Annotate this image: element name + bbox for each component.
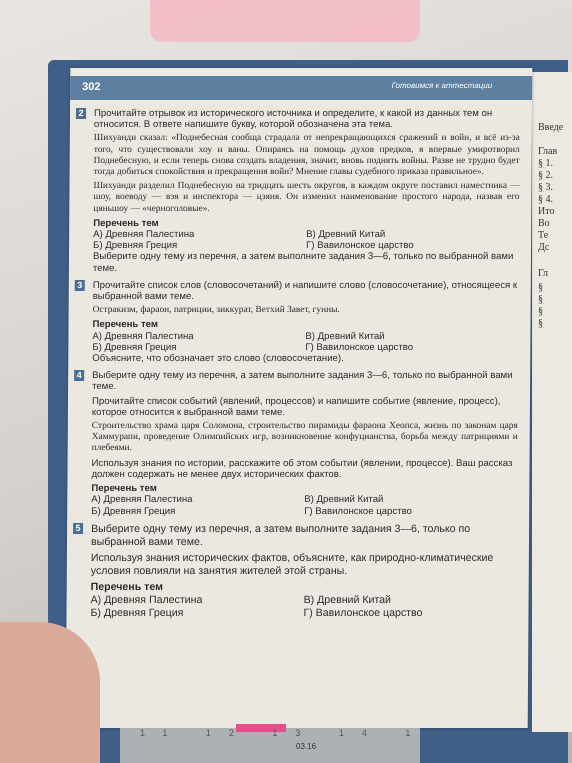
page-number: 302 — [82, 81, 101, 93]
right-page-line: Дс — [538, 242, 550, 253]
event-list: Строительство храма царя Соломона, строительство пирамиды фараона Хеопса, жизнь по законам царя Хаммурапи, проведение Олимпийских игр, возникновение конфуцианства, борьба между патрициями и плебеями. — [91, 421, 518, 454]
task-number: 3 — [75, 280, 85, 291]
right-page-line: § — [538, 282, 543, 293]
theme-list — [92, 331, 518, 353]
theme-list — [90, 594, 516, 620]
theme-b: Б) Древняя Греция — [91, 505, 176, 517]
task-prompt: Прочитайте список слов (словосочетаний) и напишите слово (словосочетание), относящееся к выбранной вами теме. — [92, 279, 518, 303]
task-3 — [77, 279, 519, 365]
right-page-line: Те — [538, 230, 549, 241]
right-page-line: § — [538, 318, 543, 329]
theme-v: В) Древний Китай — [303, 593, 392, 606]
source-text: Шихуанди разделил Поднебесную на тридцать шесть округов, в каждом округе поставил наместника — шоу, воеводу — вэя и инспектора — цзяня. Он изменил наименование простого народа, назвав его цяньшоу — «черноголовые». — [93, 181, 520, 214]
theme-g: Г) Вавилонское царство — [304, 505, 412, 517]
ruler-numbers: 11 12 13 14 15 — [140, 728, 452, 738]
task-prompt-2: Прочитайте список событий (явлений, процессов) и напишите событие (явление, процесс), которое относится к выбранной вами теме. — [91, 395, 501, 418]
theme-b: Б) Древняя Греция — [90, 606, 184, 619]
right-page-line: § 4. — [538, 194, 553, 205]
task-instruction: Используя знания по истории, расскажите об этом событии (явлении, процессе). Ваш рассказ должен содержать не менее двух исторических фактов. — [91, 457, 513, 480]
theme-v: В) Древний Китай — [306, 229, 386, 241]
task-instruction: Используя знания исторических фактов, объясните, как природно-климатические условия повлияли на занятия жителей этой страны. — [90, 551, 494, 577]
right-page-line: Во — [538, 218, 550, 229]
right-page-line: § — [538, 306, 543, 317]
page-content — [75, 108, 520, 626]
theme-a: А) Древняя Палестина — [93, 229, 195, 241]
theme-list — [93, 229, 519, 251]
task-number: 5 — [73, 523, 83, 534]
theme-list — [91, 494, 517, 516]
page-header-title: Готовимся к аттестации — [391, 81, 493, 90]
thumb — [0, 622, 100, 763]
theme-v: В) Древний Китай — [305, 330, 385, 342]
task-after: Выберите одну тему из перечня, а затем выполните задания 3—6, только по выбранной вами теме. — [92, 251, 514, 274]
theme-g: Г) Вавилонское царство — [306, 240, 414, 252]
right-page — [532, 72, 572, 732]
right-page-line: Гл — [538, 268, 549, 279]
list-title: Перечень тем — [91, 483, 157, 495]
right-page-line: § 1. — [538, 158, 553, 169]
right-page-line: Ито — [538, 206, 555, 217]
right-page-line: Глав — [538, 146, 558, 157]
source-text: Шихуанди сказал: «Поднебесная сообща страдала от непрекращающихся сражений и войн, и всё из-за того, что существовали хоу и ваны. Опираясь на помощь духов предков, я впервые умиротворил Поднебесную, и если теперь снова создать владения, значит, вновь поднять войны. Разве не трудно будет тогда добиться спокойствия и прекращения войн? Мнение главы судебного приказа правильное». — [93, 133, 520, 178]
right-page-line: Введе — [538, 122, 564, 133]
task-4 — [76, 370, 518, 517]
task-prompt: Выберите одну тему из перечня, а затем выполните задания 3—6, только по выбранной вами теме. — [90, 522, 471, 548]
theme-g: Г) Вавилонское царство — [305, 341, 414, 353]
theme-g: Г) Вавилонское царство — [303, 606, 423, 619]
right-page-line: § 2. — [538, 170, 553, 181]
pink-object — [150, 0, 420, 42]
theme-a: А) Древняя Палестина — [91, 494, 193, 506]
task-prompt: Прочитайте отрывок из исторического источника и определите, к какой из данных тем он относится. В ответе напишите букву, которой обозначена эта тема. — [93, 108, 493, 131]
theme-a: А) Древняя Палестина — [92, 330, 194, 342]
list-title: Перечень тем — [90, 580, 164, 593]
theme-v: В) Древний Китай — [304, 494, 384, 506]
right-page-line: § — [538, 294, 543, 305]
word-list: Остракизм, фараон, патриции, зиккурат, Ветхий Завет, гунны. — [92, 305, 340, 316]
task-5 — [75, 522, 517, 620]
theme-a: А) Древняя Палестина — [90, 593, 203, 606]
list-title: Перечень тем — [93, 217, 159, 229]
pencil-mark: 03.16 — [296, 742, 317, 751]
task-after: Объясните, что обозначает это слово (словосочетание). — [92, 353, 344, 365]
list-title: Перечень тем — [92, 319, 159, 331]
task-number: 4 — [74, 370, 84, 381]
task-2 — [78, 108, 520, 274]
right-page-line: § 3. — [538, 182, 553, 193]
task-prompt: Выберите одну тему из перечня, а затем выполните задания 3—6, только по выбранной вами теме. — [92, 370, 513, 393]
book-page — [66, 68, 533, 728]
theme-b: Б) Древняя Греция — [92, 341, 177, 353]
theme-b: Б) Древняя Греция — [93, 240, 178, 252]
task-number: 2 — [76, 108, 86, 119]
